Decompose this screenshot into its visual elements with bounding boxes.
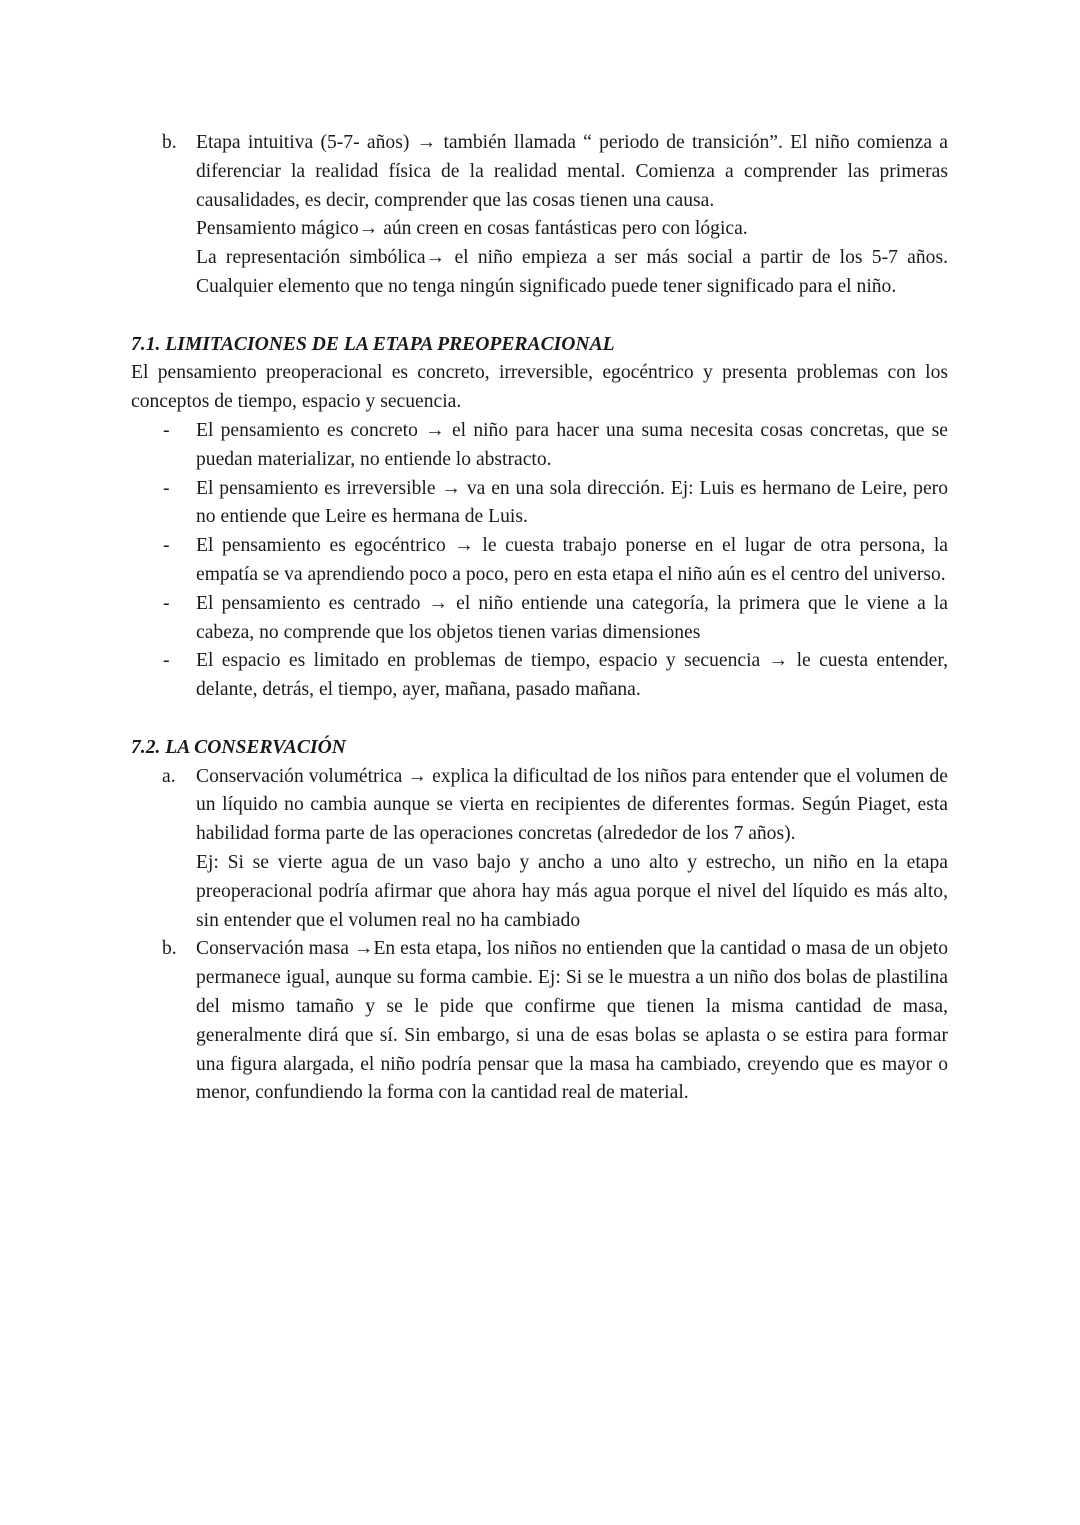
item-text: Etapa intuitiva (5-7- años) → también llamada “ periodo de transición”. El niño comienza a diferenciar la realidad física de la realidad mental. Comienza a comprender las primeras causalidades, es decir, comprender que las cosas tienen una causa. (196, 132, 948, 211)
bullet-marker: - (163, 535, 170, 557)
bullet-text: El pensamiento es concreto → el niño para hacer una suma necesita cosas concretas, que se puedan materializar, no entiende lo abstracto. (196, 419, 948, 470)
list-marker: a. (162, 765, 176, 787)
item-text: Conservación volumétrica → explica la dificultad de los niños para entender que el volumen de un líquido no cambia aunque se vierta en recipientes de diferentes formas. Según Piaget, esta habilidad forma parte de las operaciones concretas (alrededor de los 7 años). (196, 765, 948, 845)
bullet-marker: - (163, 419, 170, 441)
list-item-mass-conservation (131, 935, 948, 1108)
bullet-item (131, 647, 948, 705)
list-marker: b. (162, 938, 177, 960)
bullet-text: El espacio es limitado en problemas de tiempo, espacio y secuencia → le cuesta entender, delante, detrás, el tiempo, ayer, mañana, pasado mañana. (196, 650, 948, 701)
item-text: Conservación masa →En esta etapa, los niños no entienden que la cantidad o masa de un objeto permanece igual, aunque su forma cambie. Ej: Si se le muestra a un niño dos bolas de plastilina del mismo tamaño y se le pide que confirme que tienen la misma cantidad de masa, generalmente dirá que sí. Sin embargo, si una de esas bolas se aplasta o se estira para formar una figura alargada, el niño podría pensar que la masa ha cambiado, creyendo que es mayor o menor, confundiendo la forma con la cantidad real de material. (196, 938, 948, 1104)
bullet-marker: - (163, 592, 170, 614)
bullet-item (131, 532, 948, 590)
section-intro: El pensamiento preoperacional es concreto, irreversible, egocéntrico y presenta problemas con los conceptos de tiempo, espacio y secuencia. (131, 362, 948, 413)
list-item-volumetric-conservation (131, 763, 948, 936)
item-example: Ej: Si se vierte agua de un vaso bajo y ancho a uno alto y estrecho, un niño en la etapa preoperacional podría afirmar que ahora hay más agua porque el nivel del líquido es más alto, sin entender que el volumen real no ha cambiado (196, 851, 948, 931)
list-item-intuitive-stage (131, 129, 948, 302)
bullet-item (131, 590, 948, 648)
section-heading-conservation: 7.2. LA CONSERVACIÓN (131, 736, 346, 758)
list-marker: b. (162, 132, 177, 153)
document-page (131, 129, 948, 1108)
item-extra-magic-thinking: Pensamiento mágico→ aún creen en cosas fantásticas pero con lógica. (196, 218, 748, 240)
spacer (131, 705, 948, 734)
bullet-text: El pensamiento es egocéntrico → le cuesta trabajo ponerse en el lugar de otra persona, la empatía se va aprendiendo poco a poco, pero en esta etapa el niño aún es el centro del universo. (196, 535, 948, 585)
bullet-text: El pensamiento es irreversible → va en una sola dirección. Ej: Luis es hermano de Leire, pero no entiende que Leire es hermana de Luis. (196, 477, 948, 528)
spacer (131, 302, 948, 331)
bullet-marker: - (163, 477, 170, 499)
item-extra-symbolic-representation: La representación simbólica→ el niño empieza a ser más social a partir de los 5-7 años. Cualquier elemento que no tenga ningún significado puede tener significado para el niño. (196, 247, 948, 297)
bullet-text: El pensamiento es centrado → el niño entiende una categoría, la primera que le viene a la cabeza, no comprende que los objetos tienen varias dimensiones (196, 592, 948, 643)
section-heading-limitations: 7.1. LIMITACIONES DE LA ETAPA PREOPERACIONAL (131, 333, 615, 355)
bullet-marker: - (163, 650, 170, 672)
bullet-item (131, 475, 948, 533)
bullet-item (131, 417, 948, 475)
